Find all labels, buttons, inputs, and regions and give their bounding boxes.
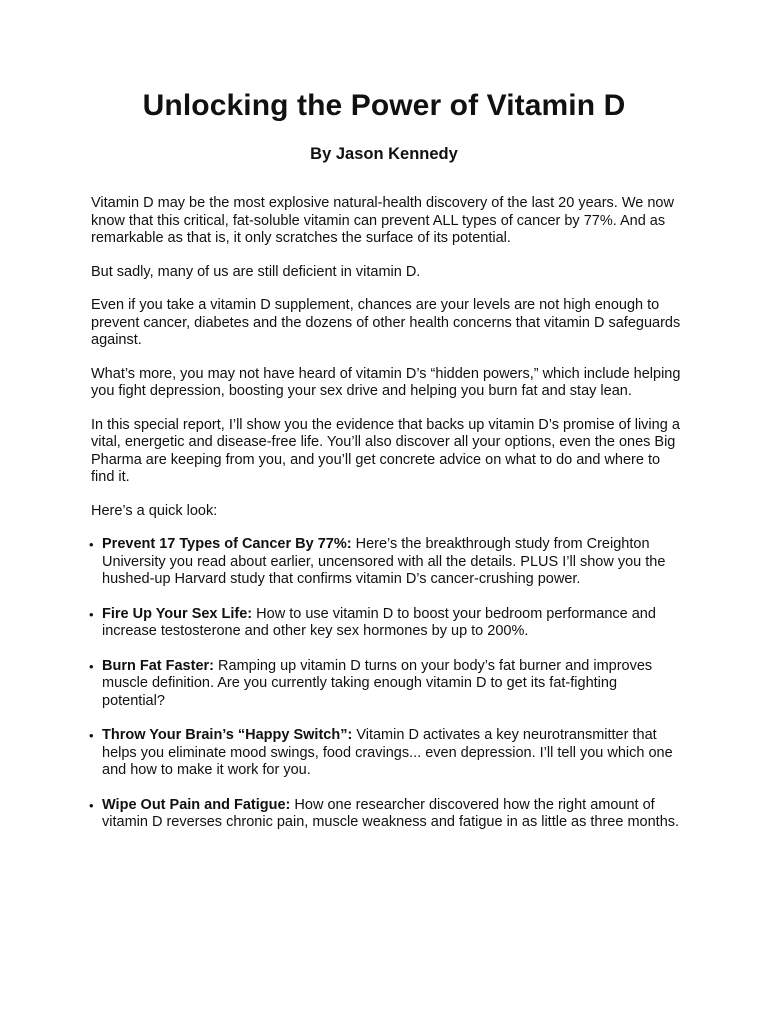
bullet-dot: • xyxy=(89,728,94,743)
paragraph: What’s more, you may not have heard of vitamin D’s “hidden powers,” which include helping you fight depression, boosting your sex drive and helping you burn fat and stay lean. xyxy=(91,365,681,399)
paragraph: Vitamin D may be the most explosive natural-health discovery of the last 20 years. We now know that this critical, fat-soluble vitamin can prevent ALL types of cancer by 77%. And as remarkable as that is, it only scratches the surface of its potential. xyxy=(91,195,674,246)
bullet-item xyxy=(91,536,683,589)
bullet-text: Ramping up vitamin D turns on your body’s fat burner and improves muscle definition. Are you currently taking enough vitamin D to get its fat-fighting potential? xyxy=(102,657,653,709)
bullet-heading: Throw Your Brain’s “Happy Switch”: xyxy=(102,727,353,743)
paragraph: But sadly, many of us are still deficient in vitamin D. xyxy=(91,263,421,280)
document-title: Unlocking the Power of Vitamin D xyxy=(142,89,626,122)
bullet-item xyxy=(91,727,683,780)
bullet-dot: • xyxy=(89,606,94,622)
paragraph: In this special report, I’ll show you the evidence that backs up vitamin D’s promise of living a vital, energetic and disease-free life. You’ll also discover all your options, even the ones Big Pharma are keeping from you, and you’ll get concrete advice on what to do and where to find it. xyxy=(91,416,680,485)
bullet-dot: • xyxy=(89,797,94,813)
bullet-text: How to use vitamin D to boost your bedroom performance and increase testosterone and other key sex hormones by up to 200%. xyxy=(102,605,656,639)
bullet-item xyxy=(91,797,683,832)
bullet-text: Vitamin D activates a key neurotransmitter that helps you eliminate mood swings, food cravings... even depression. I’ll tell you which one and how to make it work for you. xyxy=(102,727,673,778)
paragraph: Even if you take a vitamin D supplement, chances are your levels are not high enough to prevent cancer, diabetes and the dozens of other health concerns that vitamin D safeguards against. xyxy=(91,297,681,348)
paragraph: Here’s a quick look: xyxy=(91,502,218,519)
bullet-text: How one researcher discovered how the right amount of vitamin D reverses chronic pain, muscle weakness and fatigue in as little as three months. xyxy=(102,796,680,830)
bullet-text: Here’s the breakthrough study from Creighton University you read about earlier, uncensored with all the details. PLUS I’ll show you the hushed-up Harvard study that confirms vitamin D’s cancer-crushing power. xyxy=(102,536,666,587)
bullet-heading: Fire Up Your Sex Life: xyxy=(102,605,253,622)
bullet-item xyxy=(91,606,683,641)
bullet-heading: Burn Fat Faster: xyxy=(102,657,214,674)
document-body xyxy=(91,195,683,849)
bullet-item xyxy=(91,658,683,711)
bullet-list xyxy=(91,536,683,832)
bullet-dot: • xyxy=(89,658,94,674)
bullet-dot: • xyxy=(89,537,94,552)
author-byline: By Jason Kennedy xyxy=(310,145,458,163)
bullet-heading: Wipe Out Pain and Fatigue: xyxy=(102,796,291,813)
bullet-heading: Prevent 17 Types of Cancer By 77%: xyxy=(102,536,352,552)
